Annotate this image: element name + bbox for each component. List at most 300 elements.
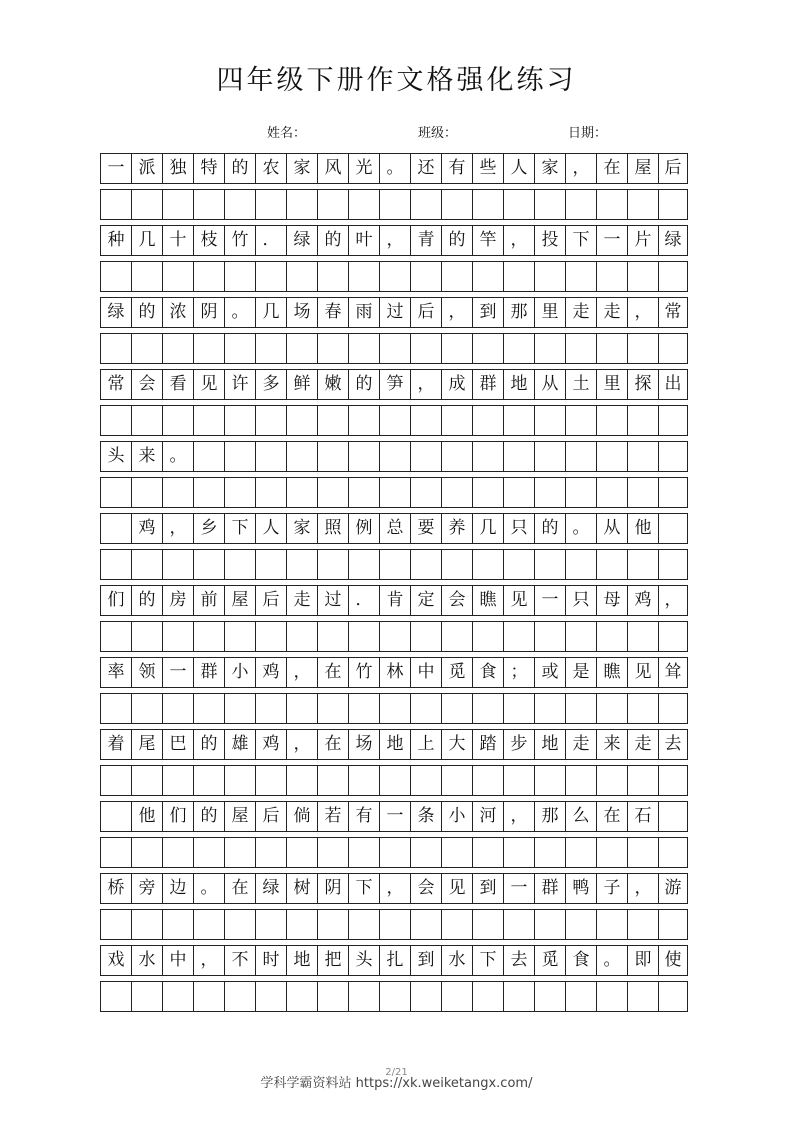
grid-cell: 中: [411, 658, 442, 687]
grid-cell: 阴: [318, 874, 349, 903]
grid-cell: 绿: [664, 230, 682, 250]
grid-cell: [504, 622, 535, 651]
grid-cell: [442, 190, 473, 219]
grid-cell: [194, 406, 225, 435]
grid-cell: 要: [411, 514, 442, 543]
text-row: [100, 945, 688, 976]
grid-cell: [535, 406, 566, 435]
grid-cell: [566, 478, 597, 507]
grid-cell: [597, 622, 628, 651]
grid-cell: [380, 550, 411, 579]
grid-cell: [380, 982, 411, 1011]
grid-cell: 雄: [225, 730, 256, 759]
grid-cell: [318, 334, 349, 363]
grid-cell: [194, 442, 225, 471]
grid-cell: [101, 694, 132, 723]
grid-cell: [504, 262, 535, 291]
grid-cell: [318, 442, 349, 471]
grid-cell: ，: [163, 514, 194, 543]
grid-cell: 。: [597, 946, 628, 975]
grid-cell: 下: [225, 514, 256, 543]
grid-cell: 走: [566, 298, 597, 327]
grid-cell: [101, 982, 132, 1011]
grid-cell: 常: [664, 302, 682, 322]
grid-cell: 几: [132, 226, 163, 255]
grid-cell: 头: [101, 442, 132, 471]
grid-cell: [256, 406, 287, 435]
grid-cell: 鸭: [566, 874, 597, 903]
grid-cell: [597, 262, 628, 291]
grid-cell: [132, 478, 163, 507]
grid-cell: 小: [225, 658, 256, 687]
grid-cell: [566, 622, 597, 651]
grid-cell: 在: [225, 874, 256, 903]
grid-cell: [411, 622, 442, 651]
grid-cell: 鸡: [628, 586, 659, 615]
grid-cell: 地: [380, 730, 411, 759]
grid-cell: 觅: [442, 658, 473, 687]
grid-cell: [225, 694, 256, 723]
grid-cell: 走: [628, 730, 659, 759]
class-label: 班级：: [418, 126, 458, 141]
grid-cell: 。: [380, 154, 411, 183]
grid-cell: [349, 334, 380, 363]
grid-cell: 有: [349, 802, 380, 831]
grid-cell: 后: [256, 586, 287, 615]
grid-cell: [101, 190, 132, 219]
grid-cell: 光: [349, 154, 380, 183]
grid-cell: 后: [664, 158, 682, 178]
grid-cell: [380, 334, 411, 363]
grid-cell: 小: [442, 802, 473, 831]
grid-cell: [256, 442, 287, 471]
grid-cell: [659, 442, 687, 471]
grid-cell: [225, 262, 256, 291]
name-label: 姓名：: [267, 126, 307, 141]
grid-cell: [628, 622, 659, 651]
grid-cell: 叶: [349, 226, 380, 255]
text-row: [100, 441, 688, 472]
grid-cell: [163, 406, 194, 435]
grid-cell: [411, 478, 442, 507]
grid-cell: 到: [473, 298, 504, 327]
grid-cell: 片: [628, 226, 659, 255]
grid-cell: 戏: [101, 946, 132, 975]
grid-cell: 见: [628, 658, 659, 687]
grid-cell: [659, 802, 687, 831]
grid-cell: [101, 802, 132, 831]
grid-cell: [287, 982, 318, 1011]
grid-cell: 出: [664, 374, 682, 394]
grid-cell: [163, 838, 194, 867]
grid-cell: 上: [411, 730, 442, 759]
text-row: [100, 153, 688, 184]
grid-cell: 见: [504, 586, 535, 615]
grid-cell: 一: [380, 802, 411, 831]
grid-cell: 见: [194, 370, 225, 399]
grid-cell: [132, 262, 163, 291]
grid-cell: 春: [318, 298, 349, 327]
grid-cell: 河: [473, 802, 504, 831]
grid-cell: 子: [597, 874, 628, 903]
grid-cell: [380, 910, 411, 939]
grid-cell: [566, 334, 597, 363]
grid-cell: 走: [287, 586, 318, 615]
grid-cell: ，: [664, 590, 682, 610]
grid-cell: [163, 190, 194, 219]
grid-cell: [659, 514, 687, 543]
grid-cell: [287, 442, 318, 471]
grid-cell: [225, 406, 256, 435]
grid-cell: [194, 982, 225, 1011]
grid-cell: [132, 550, 163, 579]
grid-cell: [163, 334, 194, 363]
grid-cell: 探: [628, 370, 659, 399]
grid-cell: [597, 334, 628, 363]
grid-cell: [628, 478, 659, 507]
grid-cell: 十: [163, 226, 194, 255]
grid-cell: [349, 262, 380, 291]
grid-cell: 青: [411, 226, 442, 255]
grid-cell: ，: [380, 226, 411, 255]
grid-cell: 么: [566, 802, 597, 831]
grid-cell: [411, 190, 442, 219]
grid-cell: 到: [473, 874, 504, 903]
grid-cell: [287, 334, 318, 363]
grid-cell: ，: [380, 874, 411, 903]
grid-cell: 屋: [225, 586, 256, 615]
grid-cell: 群: [535, 874, 566, 903]
grid-cell: 在: [318, 658, 349, 687]
grid-cell: ，: [504, 226, 535, 255]
grid-cell: 竹: [349, 658, 380, 687]
grid-cell: 边: [163, 874, 194, 903]
grid-cell: [256, 262, 287, 291]
grid-cell: [318, 910, 349, 939]
grid-cell: [535, 694, 566, 723]
grid-cell: [442, 478, 473, 507]
grid-cell: 人: [504, 154, 535, 183]
grid-cell: 在: [318, 730, 349, 759]
grid-cell: [659, 478, 687, 507]
grid-cell: [225, 478, 256, 507]
grid-cell: [349, 478, 380, 507]
grid-cell: [225, 622, 256, 651]
grid-cell: 肯: [380, 586, 411, 615]
grid-cell: [442, 766, 473, 795]
grid-cell: 林: [380, 658, 411, 687]
grid-cell: 倘: [287, 802, 318, 831]
grid-cell: [535, 838, 566, 867]
blank-row: [100, 405, 688, 436]
grid-cell: [566, 190, 597, 219]
grid-cell: ；: [504, 658, 535, 687]
grid-cell: 房: [163, 586, 194, 615]
grid-cell: [473, 334, 504, 363]
grid-cell: [101, 334, 132, 363]
grid-cell: [504, 190, 535, 219]
grid-cell: 后: [256, 802, 287, 831]
grid-cell: [287, 550, 318, 579]
grid-cell: 步: [504, 730, 535, 759]
grid-cell: [597, 694, 628, 723]
grid-cell: 来: [597, 730, 628, 759]
grid-cell: [411, 982, 442, 1011]
grid-cell: [225, 190, 256, 219]
grid-cell: [194, 190, 225, 219]
grid-cell: [287, 838, 318, 867]
grid-cell: 群: [194, 658, 225, 687]
grid-cell: 人: [256, 514, 287, 543]
grid-cell: [659, 550, 687, 579]
grid-cell: [628, 910, 659, 939]
grid-cell: [659, 838, 687, 867]
grid-cell: 养: [442, 514, 473, 543]
grid-cell: [659, 334, 687, 363]
grid-cell: ，: [566, 154, 597, 183]
grid-cell: 他: [628, 514, 659, 543]
grid-cell: [597, 190, 628, 219]
grid-cell: [659, 694, 687, 723]
grid-cell: 几: [473, 514, 504, 543]
grid-cell: [318, 622, 349, 651]
grid-cell: [163, 694, 194, 723]
grid-cell: [597, 838, 628, 867]
grid-cell: 绿: [101, 298, 132, 327]
grid-cell: 成: [442, 370, 473, 399]
grid-cell: [287, 262, 318, 291]
grid-cell: 绿: [256, 874, 287, 903]
grid-cell: [628, 694, 659, 723]
grid-cell: [287, 694, 318, 723]
grid-cell: ．: [349, 586, 380, 615]
grid-cell: 下: [566, 226, 597, 255]
footer-source: 学科学霸资料站 https://xk.weiketangx.com/: [260, 1076, 533, 1091]
grid-cell: [287, 766, 318, 795]
grid-cell: ，: [287, 658, 318, 687]
grid-cell: [163, 478, 194, 507]
grid-cell: [256, 766, 287, 795]
grid-cell: [628, 334, 659, 363]
grid-cell: 前: [194, 586, 225, 615]
grid-cell: 一: [535, 586, 566, 615]
grid-cell: 去: [664, 734, 682, 754]
grid-cell: 家: [535, 154, 566, 183]
grid-cell: [659, 982, 687, 1011]
grid-cell: [535, 622, 566, 651]
grid-cell: ，: [287, 730, 318, 759]
grid-cell: [380, 406, 411, 435]
grid-cell: [473, 766, 504, 795]
grid-cell: [163, 766, 194, 795]
grid-cell: [380, 622, 411, 651]
grid-cell: [101, 838, 132, 867]
grid-cell: 农: [256, 154, 287, 183]
grid-cell: 的: [132, 298, 163, 327]
grid-cell: 一: [163, 658, 194, 687]
grid-cell: 的: [535, 514, 566, 543]
grid-cell: 瞧: [473, 586, 504, 615]
grid-cell: [287, 190, 318, 219]
grid-cell: 定: [411, 586, 442, 615]
grid-cell: [628, 262, 659, 291]
grid-cell: [504, 838, 535, 867]
text-row: [100, 297, 688, 328]
grid-cell: 旁: [132, 874, 163, 903]
grid-cell: [132, 406, 163, 435]
grid-cell: 些: [473, 154, 504, 183]
grid-cell: 风: [318, 154, 349, 183]
grid-cell: [535, 442, 566, 471]
grid-cell: [380, 478, 411, 507]
writing-grid: [100, 153, 688, 1017]
grid-cell: [256, 910, 287, 939]
blank-row: [100, 549, 688, 580]
grid-cell: 从: [535, 370, 566, 399]
grid-cell: 浓: [163, 298, 194, 327]
grid-cell: [597, 550, 628, 579]
grid-cell: [194, 910, 225, 939]
grid-cell: [597, 442, 628, 471]
grid-cell: [194, 262, 225, 291]
grid-cell: [566, 694, 597, 723]
grid-cell: [442, 622, 473, 651]
grid-cell: 家: [287, 154, 318, 183]
grid-cell: [101, 406, 132, 435]
grid-cell: [535, 910, 566, 939]
grid-cell: [628, 442, 659, 471]
grid-cell: [101, 622, 132, 651]
blank-row: [100, 765, 688, 796]
grid-cell: 使: [664, 950, 682, 970]
grid-cell: [473, 982, 504, 1011]
grid-cell: [318, 982, 349, 1011]
grid-cell: [442, 550, 473, 579]
grid-cell: 后: [411, 298, 442, 327]
grid-cell: [535, 190, 566, 219]
grid-cell: 率: [101, 658, 132, 687]
grid-cell: 不: [225, 946, 256, 975]
grid-cell: 的: [132, 586, 163, 615]
grid-cell: [256, 622, 287, 651]
grid-cell: 还: [411, 154, 442, 183]
grid-cell: [349, 838, 380, 867]
grid-cell: 他: [132, 802, 163, 831]
grid-cell: [659, 622, 687, 651]
grid-cell: [566, 442, 597, 471]
grid-cell: 多: [256, 370, 287, 399]
grid-cell: [597, 910, 628, 939]
grid-cell: 一: [597, 226, 628, 255]
grid-cell: [163, 622, 194, 651]
grid-cell: [318, 550, 349, 579]
grid-cell: 派: [132, 154, 163, 183]
grid-cell: [597, 766, 628, 795]
blank-row: [100, 333, 688, 364]
grid-cell: 会: [442, 586, 473, 615]
page-title: 四年级下册作文格强化练习: [216, 65, 577, 96]
grid-cell: 在: [597, 154, 628, 183]
grid-cell: [504, 334, 535, 363]
grid-cell: [163, 910, 194, 939]
grid-cell: [132, 190, 163, 219]
blank-row: [100, 981, 688, 1012]
grid-cell: [504, 442, 535, 471]
text-row: [100, 729, 688, 760]
grid-cell: [411, 334, 442, 363]
grid-cell: [473, 550, 504, 579]
grid-cell: 们: [163, 802, 194, 831]
grid-cell: 走: [566, 730, 597, 759]
grid-cell: [256, 478, 287, 507]
grid-cell: [659, 910, 687, 939]
text-row: [100, 657, 688, 688]
grid-cell: [287, 910, 318, 939]
grid-cell: [225, 910, 256, 939]
grid-cell: [380, 766, 411, 795]
grid-cell: 。: [163, 442, 194, 471]
grid-cell: [628, 190, 659, 219]
grid-cell: 觅: [535, 946, 566, 975]
grid-cell: [504, 550, 535, 579]
grid-cell: 有: [442, 154, 473, 183]
grid-cell: 的: [194, 802, 225, 831]
grid-cell: [318, 478, 349, 507]
grid-cell: [349, 442, 380, 471]
grid-cell: 里: [535, 298, 566, 327]
blank-row: [100, 261, 688, 292]
grid-cell: [349, 550, 380, 579]
grid-cell: [349, 694, 380, 723]
grid-cell: 食: [473, 658, 504, 687]
page-number: 2/21: [385, 1067, 408, 1078]
grid-cell: [411, 766, 442, 795]
grid-cell: 照: [318, 514, 349, 543]
grid-cell: 阴: [194, 298, 225, 327]
grid-cell: [566, 550, 597, 579]
grid-cell: [504, 406, 535, 435]
grid-cell: [132, 982, 163, 1011]
grid-cell: ，: [504, 802, 535, 831]
grid-cell: ，: [628, 874, 659, 903]
grid-cell: 地: [535, 730, 566, 759]
grid-cell: [659, 766, 687, 795]
grid-cell: [256, 550, 287, 579]
grid-cell: 过: [318, 586, 349, 615]
grid-cell: [473, 406, 504, 435]
grid-cell: 常: [101, 370, 132, 399]
grid-cell: [628, 838, 659, 867]
grid-cell: [566, 766, 597, 795]
blank-row: [100, 477, 688, 508]
grid-cell: [473, 190, 504, 219]
grid-cell: [380, 838, 411, 867]
grid-cell: 去: [504, 946, 535, 975]
grid-cell: [194, 550, 225, 579]
grid-cell: [411, 694, 442, 723]
grid-cell: [380, 442, 411, 471]
grid-cell: 笋: [380, 370, 411, 399]
grid-cell: 在: [597, 802, 628, 831]
grid-cell: [256, 694, 287, 723]
grid-cell: 领: [132, 658, 163, 687]
grid-cell: 若: [318, 802, 349, 831]
grid-cell: ，: [194, 946, 225, 975]
text-row: [100, 513, 688, 544]
grid-cell: ，: [442, 298, 473, 327]
grid-cell: 嫩: [318, 370, 349, 399]
grid-cell: [101, 514, 132, 543]
